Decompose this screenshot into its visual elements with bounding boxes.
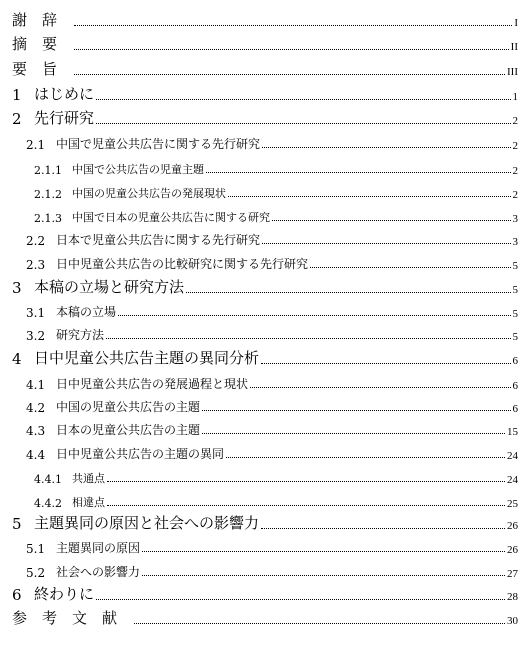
toc-leader-dots <box>202 433 505 434</box>
toc-entry-page: 2 <box>512 189 518 201</box>
toc-entry-number: 3.1 <box>26 306 46 320</box>
toc-entry-number: 5.2 <box>26 566 46 580</box>
toc-leader-dots <box>96 123 510 124</box>
toc-entry[interactable] <box>26 300 518 320</box>
toc-entry-title: 中国で児童公共広告に関する先行研究 <box>56 137 261 151</box>
toc-entry-label <box>26 255 308 272</box>
toc-entry-label <box>12 107 94 128</box>
toc-entry-label <box>26 135 260 152</box>
toc-entry-label <box>34 494 105 510</box>
toc-entry-number: 2.1.1 <box>34 164 62 177</box>
toc-entry-page: 26 <box>507 544 518 556</box>
toc-entry[interactable] <box>26 536 518 556</box>
toc-entry-title: 日中児童公共広告主題の異同分析 <box>34 349 260 367</box>
toc-entry[interactable] <box>26 252 518 272</box>
toc-leader-dots <box>262 147 510 148</box>
toc-entry[interactable] <box>12 277 518 297</box>
toc-leader-dots <box>96 99 510 100</box>
toc-entry-page: 5 <box>512 260 518 272</box>
toc-entry-title: 本稿の立場 <box>56 305 117 319</box>
toc-entry-number: 5 <box>12 515 22 533</box>
toc-entry-page: III <box>507 66 518 78</box>
toc-entry-title: 日本の児童公共広告の主題 <box>56 423 201 437</box>
toc-entry-number: 2.3 <box>26 258 46 272</box>
toc-entry-label <box>12 9 72 30</box>
toc-entry[interactable] <box>26 323 518 343</box>
toc-entry-label <box>26 445 224 462</box>
toc-entry-title: 共通点 <box>72 472 105 485</box>
toc-entry[interactable] <box>26 132 518 152</box>
toc-leader-dots <box>96 599 505 600</box>
toc-entry-number: 4.1 <box>26 378 46 392</box>
toc-entry[interactable] <box>12 34 518 54</box>
toc-entry-label <box>26 398 200 415</box>
toc-entry-page: 3 <box>512 236 518 248</box>
toc-entry-page: 24 <box>507 474 518 486</box>
toc-entry-page: 27 <box>507 568 518 580</box>
toc-entry-page: 25 <box>507 498 518 510</box>
toc-entry-title: 日中児童公共広告の比較研究に関する先行研究 <box>56 257 309 271</box>
toc-entry-title: 日本で児童公共広告に関する先行研究 <box>56 233 261 247</box>
toc-entry-number: 2.2 <box>26 234 46 248</box>
toc-entry-number: 4.2 <box>26 401 46 415</box>
toc-leader-dots <box>134 623 505 624</box>
toc-entry-number: 2.1 <box>26 138 46 152</box>
toc-entry-number: 4.4.1 <box>34 473 62 486</box>
toc-entry[interactable] <box>26 442 518 462</box>
toc-entry-title: 中国で公共広告の児童主題 <box>72 163 204 176</box>
toc-entry-label <box>26 421 200 438</box>
toc-entry-label <box>12 347 259 368</box>
toc-entry-page: 15 <box>507 426 518 438</box>
toc-leader-dots <box>74 25 512 26</box>
toc-entry-title: 中国の児童公共広告の発展現状 <box>72 187 226 200</box>
toc-entry-number: 4.3 <box>26 424 46 438</box>
toc-entry-label <box>26 563 140 580</box>
toc-entry-label <box>12 33 72 54</box>
toc-entry[interactable] <box>12 513 518 533</box>
toc-entry-page: 6 <box>512 403 518 415</box>
toc-entry[interactable] <box>12 348 518 368</box>
toc-entry-label <box>26 303 116 320</box>
toc-entry-page: 1 <box>512 91 518 103</box>
toc-entry-title: 中国の児童公共広告の主題 <box>56 400 201 414</box>
toc-entry-page: 5 <box>512 284 518 296</box>
toc-leader-dots <box>250 387 510 388</box>
toc-entry[interactable] <box>34 205 518 225</box>
toc-entry-label <box>34 185 226 201</box>
toc-entry-page: 24 <box>507 450 518 462</box>
toc-entry-title: 研究方法 <box>56 328 105 342</box>
toc-entry[interactable] <box>26 372 518 392</box>
toc-entry-page: 5 <box>512 308 518 320</box>
toc-leader-dots <box>226 457 505 458</box>
toc-leader-dots <box>118 315 510 316</box>
toc-leader-dots <box>107 481 505 482</box>
toc-entry-title: 本稿の立場と研究方法 <box>34 278 185 296</box>
toc-entry-number: 2 <box>12 110 22 128</box>
toc-entry-title: 終わりに <box>34 585 95 603</box>
toc-entry-number: 2.1.2 <box>34 188 62 201</box>
toc-entry-page: 28 <box>507 591 518 603</box>
toc-entry-label <box>12 276 184 297</box>
toc-entry[interactable] <box>26 560 518 580</box>
toc-leader-dots <box>310 267 510 268</box>
toc-entry-page: 2 <box>512 140 518 152</box>
toc-entry-title: 要旨 <box>12 60 73 78</box>
toc-entry-number: 3.2 <box>26 329 46 343</box>
toc-entry-label <box>34 161 204 177</box>
toc-entry[interactable] <box>26 418 518 438</box>
toc-entry-title: 摘要 <box>12 35 73 53</box>
toc-leader-dots <box>262 243 510 244</box>
toc-entry[interactable] <box>34 181 518 201</box>
toc-entry-title: 謝辞 <box>12 11 73 29</box>
toc-entry-number: 4.4 <box>26 448 46 462</box>
toc-leader-dots <box>228 196 511 197</box>
toc-entry[interactable] <box>12 10 518 30</box>
toc-leader-dots <box>202 410 510 411</box>
toc-entry-label <box>12 58 72 79</box>
toc-entry-page: I <box>514 17 518 29</box>
toc-entry-label <box>34 470 105 486</box>
toc-entry-number: 3 <box>12 279 22 297</box>
toc-entry-title: 日中児童公共広告の主題の異同 <box>56 447 225 461</box>
toc-entry-label <box>26 231 260 248</box>
toc-leader-dots <box>74 49 509 50</box>
toc-entry-title: 相違点 <box>72 496 105 509</box>
toc-entry-label <box>26 539 140 556</box>
toc-leader-dots <box>107 505 505 506</box>
toc-entry-page: II <box>510 41 518 53</box>
toc-leader-dots <box>74 74 505 75</box>
toc-entry-label <box>12 607 132 628</box>
toc-entry-label <box>12 583 94 604</box>
toc-entry-page: 6 <box>512 380 518 392</box>
toc-entry-page: 6 <box>512 355 518 367</box>
toc-entry-title: 日中児童公共広告の発展過程と現状 <box>56 377 249 391</box>
toc-entry-label <box>26 326 104 343</box>
toc-leader-dots <box>106 338 510 339</box>
toc-entry-title: 社会への影響力 <box>56 565 141 579</box>
toc-entry-page: 26 <box>507 520 518 532</box>
toc-leader-dots <box>186 292 510 293</box>
toc-entry-title: 主題異同の原因 <box>56 541 141 555</box>
toc-entry-title: はじめに <box>34 85 95 103</box>
toc-entry-page: 5 <box>512 331 518 343</box>
toc-entry-number: 6 <box>12 586 22 604</box>
toc-entry-number: 4 <box>12 350 22 368</box>
toc-entry-label <box>34 209 270 225</box>
toc-entry-page: 2 <box>512 115 518 127</box>
toc-entry-page: 3 <box>512 213 518 225</box>
toc-entry[interactable] <box>12 584 518 604</box>
toc-entry[interactable] <box>12 108 518 128</box>
toc-entry-number: 2.1.3 <box>34 212 62 225</box>
toc-leader-dots <box>272 220 511 221</box>
toc-leader-dots <box>206 172 511 173</box>
toc-entry-label <box>26 375 248 392</box>
toc-leader-dots <box>261 363 510 364</box>
toc-entry[interactable] <box>34 157 518 177</box>
toc-entry-number: 4.4.2 <box>34 497 62 510</box>
toc-entry-title: 先行研究 <box>34 109 95 127</box>
toc-entry-title: 中国で日本の児童公共広告に関する研究 <box>72 211 270 224</box>
toc-entry[interactable] <box>12 608 518 628</box>
toc-entry[interactable] <box>26 395 518 415</box>
toc-leader-dots <box>142 551 505 552</box>
toc-entry-title: 参考文献 <box>12 609 133 627</box>
toc-entry[interactable] <box>12 59 518 79</box>
toc-entry-number: 1 <box>12 86 22 104</box>
toc-entry-number: 5.1 <box>26 542 46 556</box>
toc-entry[interactable] <box>26 228 518 248</box>
toc-entry-title: 主題異同の原因と社会への影響力 <box>34 514 260 532</box>
toc-entry[interactable] <box>12 84 518 104</box>
toc-entry-label <box>12 512 259 533</box>
toc-entry[interactable] <box>34 490 518 510</box>
toc-entry-page: 30 <box>507 615 518 627</box>
toc-entry-label <box>12 83 94 104</box>
toc-entry-page: 2 <box>512 165 518 177</box>
toc-leader-dots <box>142 575 505 576</box>
toc-entry[interactable] <box>34 466 518 486</box>
toc-leader-dots <box>261 528 505 529</box>
